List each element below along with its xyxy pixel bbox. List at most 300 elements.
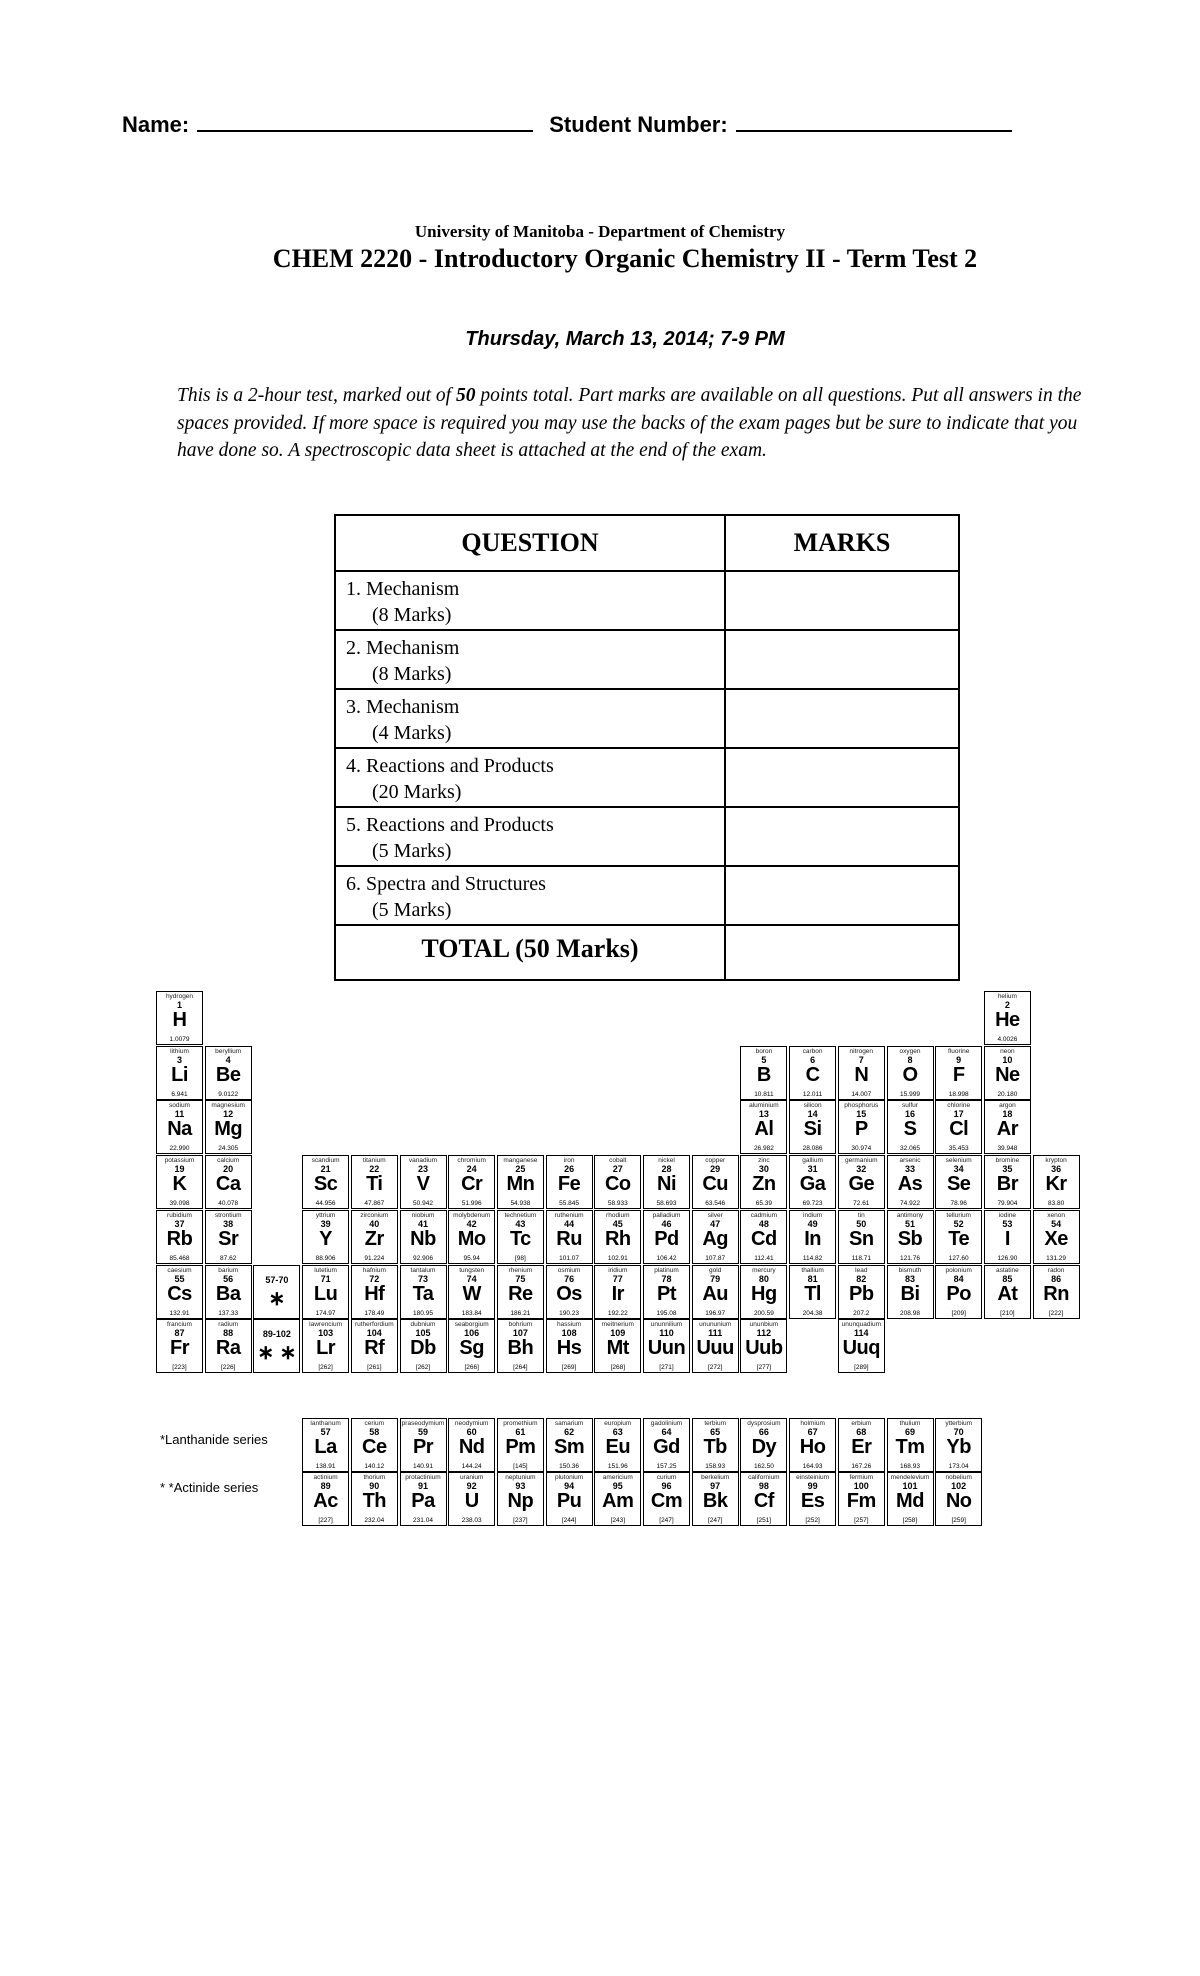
atomic-weight: 196.97 — [705, 1310, 726, 1317]
atomic-weight: [261] — [367, 1364, 382, 1371]
element-name: tellurium — [946, 1212, 971, 1219]
atomic-weight: [210] — [1000, 1310, 1015, 1317]
question-label: 2. Mechanism — [346, 637, 460, 659]
actinide-placeholder — [253, 1319, 300, 1373]
atomic-number: 95 — [612, 1481, 623, 1491]
element-copper — [692, 1155, 739, 1209]
element-symbol: Hg — [751, 1283, 777, 1305]
atomic-weight: 114.82 — [802, 1255, 823, 1262]
element-phosphorus — [838, 1100, 885, 1154]
element-dysprosium — [740, 1418, 787, 1472]
col-marks: MARKS — [725, 515, 959, 571]
element-symbol: Sn — [849, 1228, 874, 1250]
element-name: gallium — [802, 1157, 823, 1164]
element-name: carbon — [802, 1048, 823, 1055]
element-symbol: Uuq — [842, 1337, 880, 1359]
element-symbol: Ni — [657, 1173, 676, 1195]
element-symbol: N — [854, 1064, 869, 1086]
element-symbol: I — [1004, 1228, 1010, 1250]
atomic-number: 47 — [710, 1219, 721, 1229]
element-arsenic — [887, 1155, 934, 1209]
element-name: actinium — [313, 1474, 338, 1481]
atomic-weight: [289] — [854, 1364, 869, 1371]
element-calcium — [205, 1155, 252, 1209]
element-ununnilium — [643, 1319, 690, 1373]
element-symbol: Cd — [751, 1228, 777, 1250]
element-name: seaborgium — [454, 1321, 489, 1328]
atomic-number: 21 — [320, 1164, 331, 1174]
element-hassium — [546, 1319, 593, 1373]
element-symbol: Ho — [799, 1436, 826, 1458]
atomic-number: 114 — [854, 1328, 869, 1338]
atomic-number: 69 — [904, 1427, 915, 1437]
atomic-weight: 72.61 — [853, 1200, 870, 1207]
atomic-weight: 32.065 — [900, 1145, 920, 1152]
atomic-weight: 51.996 — [461, 1200, 482, 1207]
element-name: silver — [707, 1212, 723, 1219]
element-magnesium — [205, 1100, 252, 1154]
element-symbol: Ir — [611, 1283, 624, 1305]
atomic-weight: 118.71 — [851, 1255, 871, 1262]
element-symbol: Ar — [996, 1118, 1018, 1140]
atomic-weight: 83.80 — [1047, 1200, 1065, 1207]
element-symbol: Fe — [557, 1173, 581, 1195]
element-name: zinc — [758, 1157, 770, 1164]
atomic-weight: [226] — [220, 1364, 236, 1371]
atomic-weight: 65.39 — [755, 1200, 773, 1207]
element-name: titanium — [362, 1157, 386, 1164]
element-symbol: Db — [410, 1337, 436, 1359]
atomic-number: 87 — [174, 1328, 185, 1338]
element-symbol: Se — [946, 1173, 971, 1195]
atomic-number: 108 — [561, 1328, 577, 1338]
atomic-number: 91 — [417, 1481, 428, 1491]
element-praseodymium — [400, 1418, 447, 1472]
element-name: californium — [748, 1474, 780, 1481]
element-name: plutonium — [555, 1474, 584, 1481]
element-symbol: Ti — [366, 1173, 383, 1195]
element-molybdenum — [448, 1210, 495, 1264]
element-name: vanadium — [408, 1157, 438, 1164]
atomic-weight: 168.93 — [900, 1463, 920, 1470]
atomic-weight: 28.086 — [802, 1145, 823, 1152]
element-name: berkelium — [701, 1474, 730, 1481]
element-cadmium — [740, 1210, 787, 1264]
atomic-number: 53 — [1002, 1219, 1013, 1229]
element-sulfur — [887, 1100, 934, 1154]
element-symbol: Ba — [215, 1283, 241, 1305]
element-symbol: F — [952, 1064, 965, 1086]
element-titanium — [351, 1155, 398, 1209]
element-name: platinum — [654, 1267, 679, 1274]
element-name: antimony — [896, 1212, 924, 1219]
element-name: boron — [755, 1048, 773, 1055]
atomic-weight: 44.956 — [315, 1200, 336, 1207]
atomic-weight: 137.33 — [218, 1310, 239, 1317]
atomic-number: 90 — [369, 1481, 380, 1491]
element-symbol: Na — [167, 1118, 192, 1140]
element-iodine — [984, 1210, 1031, 1264]
element-unununium — [692, 1319, 739, 1373]
element-name: iodine — [998, 1212, 1017, 1219]
atomic-number: 8 — [907, 1055, 913, 1065]
element-symbol: P — [854, 1118, 868, 1140]
element-name: neon — [1000, 1048, 1015, 1055]
element-thulium — [887, 1418, 934, 1472]
atomic-number: 24 — [466, 1164, 477, 1174]
element-silicon — [789, 1100, 836, 1154]
element-name: magnesium — [211, 1102, 245, 1109]
atomic-number: 33 — [904, 1164, 915, 1174]
atomic-number: 22 — [369, 1164, 380, 1174]
element-polonium — [935, 1265, 982, 1319]
element-name: thorium — [363, 1474, 386, 1481]
element-meitnerium — [594, 1319, 641, 1373]
element-gallium — [789, 1155, 836, 1209]
atomic-number: 65 — [710, 1427, 721, 1437]
element-tellurium — [935, 1210, 982, 1264]
element-selenium — [935, 1155, 982, 1209]
lanthanide-placeholder — [253, 1265, 300, 1319]
atomic-number: 61 — [515, 1427, 526, 1437]
element-barium — [205, 1265, 252, 1319]
element-symbol: Cs — [167, 1283, 192, 1305]
element-beryllium — [205, 1046, 252, 1100]
element-name: lanthanum — [310, 1420, 341, 1427]
element-name: krypton — [1045, 1157, 1067, 1164]
element-symbol: O — [902, 1064, 918, 1086]
atomic-number: 2 — [1004, 1000, 1010, 1010]
element-symbol: B — [756, 1064, 771, 1086]
element-symbol: Mn — [506, 1173, 535, 1195]
question-marks: (5 Marks) — [372, 840, 452, 862]
page-title: CHEM 2220 - Introductory Organic Chemistry II - Term Test 2 — [272, 244, 978, 273]
element-mercury — [740, 1265, 787, 1319]
element-symbol: Ta — [412, 1283, 434, 1305]
element-holmium — [789, 1418, 836, 1472]
atomic-weight: 101.07 — [559, 1255, 580, 1262]
element-nobelium — [935, 1472, 982, 1526]
atomic-number: 17 — [953, 1109, 964, 1119]
element-vanadium — [400, 1155, 447, 1209]
atomic-weight: [98] — [514, 1255, 526, 1262]
question-label: 1. Mechanism — [346, 578, 460, 600]
atomic-weight: 173.04 — [948, 1463, 969, 1470]
element-symbol: Dy — [751, 1436, 777, 1458]
atomic-number: 35 — [1002, 1164, 1013, 1174]
atomic-weight: 35.453 — [948, 1145, 969, 1152]
element-symbol: Ne — [995, 1064, 1020, 1086]
atomic-number: 62 — [564, 1427, 575, 1437]
atomic-weight: 190.23 — [559, 1310, 580, 1317]
atomic-weight: 12.011 — [802, 1091, 823, 1098]
element-name: arsenic — [899, 1157, 921, 1164]
atomic-number: 99 — [807, 1481, 818, 1491]
atomic-weight: 144.24 — [461, 1463, 482, 1470]
atomic-weight: 15.999 — [900, 1091, 920, 1098]
atomic-number: 89 — [320, 1481, 331, 1491]
element-name: scandium — [311, 1157, 340, 1164]
atomic-number: 93 — [515, 1481, 526, 1491]
atomic-weight: 26.982 — [753, 1145, 774, 1152]
atomic-number: 20 — [223, 1164, 234, 1174]
element-name: silicon — [803, 1102, 822, 1109]
atomic-weight: 54.938 — [510, 1200, 531, 1207]
atomic-weight: 58.693 — [656, 1200, 677, 1207]
atomic-number: 31 — [807, 1164, 818, 1174]
atomic-number: 41 — [417, 1219, 428, 1229]
element-symbol: Bh — [507, 1337, 534, 1359]
atomic-number: 29 — [710, 1164, 721, 1174]
element-name: phosphorus — [844, 1102, 879, 1109]
atomic-weight: 126.90 — [997, 1255, 1018, 1262]
element-name: palladium — [652, 1212, 681, 1219]
atomic-number: 102 — [951, 1481, 967, 1491]
element-name: thallium — [801, 1267, 824, 1274]
atomic-weight: [223] — [172, 1364, 187, 1371]
element-name: mendelevium — [890, 1474, 930, 1481]
element-symbol: Zr — [364, 1228, 384, 1250]
atomic-number: 107 — [512, 1328, 528, 1338]
element-symbol: Mt — [606, 1337, 629, 1359]
element-thallium — [789, 1265, 836, 1319]
element-symbol: Be — [215, 1064, 241, 1086]
atomic-weight: 20.180 — [997, 1091, 1018, 1098]
element-symbol: Ag — [702, 1228, 729, 1250]
atomic-weight: 208.98 — [900, 1310, 920, 1317]
question-marks: (20 Marks) — [372, 781, 462, 803]
atomic-weight: [258] — [902, 1517, 918, 1524]
atomic-number: 3 — [176, 1055, 182, 1065]
atomic-weight: [247] — [707, 1517, 723, 1524]
atomic-weight: 6.941 — [171, 1091, 188, 1098]
atomic-number: 109 — [610, 1328, 626, 1338]
atomic-number: 12 — [223, 1109, 234, 1119]
atomic-weight: 18.998 — [948, 1091, 969, 1098]
element-scandium — [302, 1155, 349, 1209]
atomic-weight: 91.224 — [364, 1255, 385, 1262]
atomic-number: 60 — [466, 1427, 477, 1437]
element-symbol: Yb — [946, 1436, 971, 1458]
element-zirconium — [351, 1210, 398, 1264]
element-symbol: Ga — [799, 1173, 826, 1195]
atomic-number: 42 — [466, 1219, 477, 1229]
atomic-weight: 132.91 — [169, 1310, 190, 1317]
element-ununbium — [740, 1319, 787, 1373]
atomic-number: 76 — [564, 1274, 575, 1284]
atomic-number: 94 — [564, 1481, 575, 1491]
element-symbol: Ca — [215, 1173, 241, 1195]
element-symbol: Bi — [900, 1283, 920, 1305]
element-antimony — [887, 1210, 934, 1264]
element-name: einsteinium — [796, 1474, 830, 1481]
element-name: sulfur — [902, 1102, 918, 1109]
element-symbol: U — [464, 1490, 479, 1512]
atomic-number: 92 — [466, 1481, 477, 1491]
element-symbol: Hs — [556, 1337, 582, 1359]
element-krypton — [1033, 1155, 1080, 1209]
element-name: copper — [705, 1157, 726, 1164]
element-francium — [156, 1319, 203, 1373]
element-symbol: Xe — [1044, 1228, 1068, 1250]
element-name: nitrogen — [849, 1048, 874, 1055]
element-name: praseodymium — [401, 1420, 445, 1427]
instructions-points: 50 — [455, 385, 476, 406]
element-neodymium — [448, 1418, 495, 1472]
atomic-weight: 232.04 — [364, 1517, 385, 1524]
atomic-weight: 47.867 — [364, 1200, 385, 1207]
atomic-number: 51 — [904, 1219, 915, 1229]
atomic-number: 23 — [417, 1164, 428, 1174]
atomic-number: 13 — [758, 1109, 769, 1119]
element-cerium — [351, 1418, 398, 1472]
element-symbol: Pb — [849, 1283, 874, 1305]
element-cobalt — [594, 1155, 641, 1209]
element-symbol: Au — [702, 1283, 729, 1305]
element-name: tin — [857, 1212, 865, 1219]
atomic-number: 52 — [953, 1219, 964, 1229]
atomic-number: 27 — [612, 1164, 623, 1174]
atomic-number: 37 — [174, 1219, 185, 1229]
element-symbol: Li — [171, 1064, 188, 1086]
element-tantalum — [400, 1265, 447, 1319]
element-symbol: Fr — [170, 1337, 189, 1359]
instructions-text-2: points total. Part marks are available on all questions. Put all answers in the spaces provided. If more space is required you may use the backs of the exam pages but be sure to indicate that you have done so. A spectroscopic data sheet is attached at the end of the exam. — [177, 385, 1082, 461]
element-symbol: Si — [803, 1118, 822, 1140]
atomic-weight: [264] — [513, 1364, 528, 1371]
element-rubidium — [156, 1210, 203, 1264]
atomic-number: 55 — [174, 1274, 185, 1284]
element-symbol: Lr — [316, 1337, 336, 1359]
element-symbol: Br — [996, 1173, 1018, 1195]
atomic-weight: [262] — [318, 1364, 333, 1371]
element-name: dysprosium — [747, 1420, 781, 1427]
element-symbol: Cl — [949, 1118, 969, 1140]
element-name: europium — [604, 1420, 632, 1427]
element-symbol: Cf — [753, 1490, 774, 1512]
atomic-number: 18 — [1002, 1109, 1013, 1119]
element-symbol: Os — [556, 1283, 582, 1305]
atomic-number: 81 — [807, 1274, 818, 1284]
atomic-weight: [269] — [561, 1364, 577, 1371]
atomic-weight: [237] — [513, 1517, 528, 1524]
atomic-number: 57 — [320, 1427, 331, 1437]
atomic-weight: 127.60 — [948, 1255, 969, 1262]
atomic-number: 84 — [953, 1274, 964, 1284]
element-symbol: Rn — [1043, 1283, 1069, 1305]
element-technetium — [497, 1210, 544, 1264]
element-name: chromium — [457, 1157, 486, 1164]
atomic-number: 103 — [318, 1328, 334, 1338]
atomic-weight: 22.990 — [169, 1145, 190, 1152]
atomic-number: 10 — [1002, 1055, 1013, 1065]
atomic-weight: 4.0026 — [997, 1036, 1018, 1043]
element-ununquadium — [838, 1319, 885, 1373]
element-yttrium — [302, 1210, 349, 1264]
element-name: protactinium — [405, 1474, 441, 1481]
element-name: barium — [218, 1267, 239, 1274]
element-name: meitnerium — [601, 1321, 634, 1328]
element-carbon — [789, 1046, 836, 1100]
atomic-number: 67 — [807, 1427, 818, 1437]
element-name: lawrencium — [309, 1321, 343, 1328]
element-nickel — [643, 1155, 690, 1209]
atomic-number: 54 — [1051, 1219, 1062, 1229]
atomic-weight: 238.03 — [461, 1517, 482, 1524]
element-name: molybdenum — [453, 1212, 491, 1219]
element-osmium — [546, 1265, 593, 1319]
element-actinium — [302, 1472, 349, 1526]
element-nitrogen — [838, 1046, 885, 1100]
atomic-weight: 204.38 — [802, 1310, 823, 1317]
atomic-number: 39 — [320, 1219, 331, 1229]
element-symbol: V — [416, 1173, 430, 1195]
element-palladium — [643, 1210, 690, 1264]
atomic-weight: 164.93 — [802, 1463, 823, 1470]
atomic-number: 6 — [810, 1055, 816, 1065]
element-californium — [740, 1472, 787, 1526]
atomic-weight: 186.21 — [510, 1310, 531, 1317]
atomic-weight: [272] — [707, 1364, 723, 1371]
element-chromium — [448, 1155, 495, 1209]
atomic-weight: 50.942 — [413, 1200, 433, 1207]
element-symbol: Tl — [804, 1283, 821, 1305]
element-name: ytterbium — [945, 1420, 973, 1427]
element-name: neptunium — [505, 1474, 536, 1481]
atomic-weight: [227] — [318, 1517, 333, 1524]
question-marks: (5 Marks) — [372, 899, 452, 921]
atomic-weight: 131.29 — [1046, 1255, 1067, 1262]
element-symbol: Gd — [653, 1436, 680, 1458]
element-name: indium — [803, 1212, 823, 1219]
atomic-weight: 207.2 — [853, 1310, 870, 1317]
element-rhodium — [594, 1210, 641, 1264]
atomic-number: 78 — [661, 1274, 672, 1284]
atomic-number: 15 — [856, 1109, 867, 1119]
element-name: cerium — [364, 1420, 385, 1427]
element-thorium — [351, 1472, 398, 1526]
atomic-weight: 1.0079 — [169, 1036, 190, 1043]
atomic-weight: 55.845 — [559, 1200, 580, 1207]
atomic-weight: 88.906 — [315, 1255, 336, 1262]
element-name: oxygen — [899, 1048, 921, 1055]
element-plutonium — [546, 1472, 593, 1526]
element-bismuth — [887, 1265, 934, 1319]
element-samarium — [546, 1418, 593, 1472]
asterisk-icon: ∗ ∗ — [257, 1342, 297, 1364]
atomic-weight: 150.36 — [559, 1463, 580, 1470]
asterisk-icon: ∗ — [268, 1288, 286, 1310]
element-name: calcium — [217, 1157, 240, 1164]
element-name: germanium — [845, 1157, 878, 1164]
element-name: ununnilium — [650, 1321, 683, 1328]
element-symbol: Uuu — [696, 1337, 734, 1359]
atomic-number: 98 — [758, 1481, 769, 1491]
atomic-number: 11 — [174, 1109, 185, 1119]
atomic-weight: [262] — [415, 1364, 431, 1371]
element-zinc — [740, 1155, 787, 1209]
element-erbium — [838, 1418, 885, 1472]
atomic-number: 112 — [756, 1328, 772, 1338]
atomic-number: 16 — [904, 1109, 915, 1119]
element-name: xenon — [1047, 1212, 1065, 1219]
element-name: iridium — [608, 1267, 628, 1274]
element-lanthanum — [302, 1418, 349, 1472]
element-name: yttrium — [315, 1212, 336, 1219]
element-symbol: S — [903, 1118, 917, 1140]
element-name: erbium — [851, 1420, 872, 1427]
atomic-number: 101 — [902, 1481, 918, 1491]
